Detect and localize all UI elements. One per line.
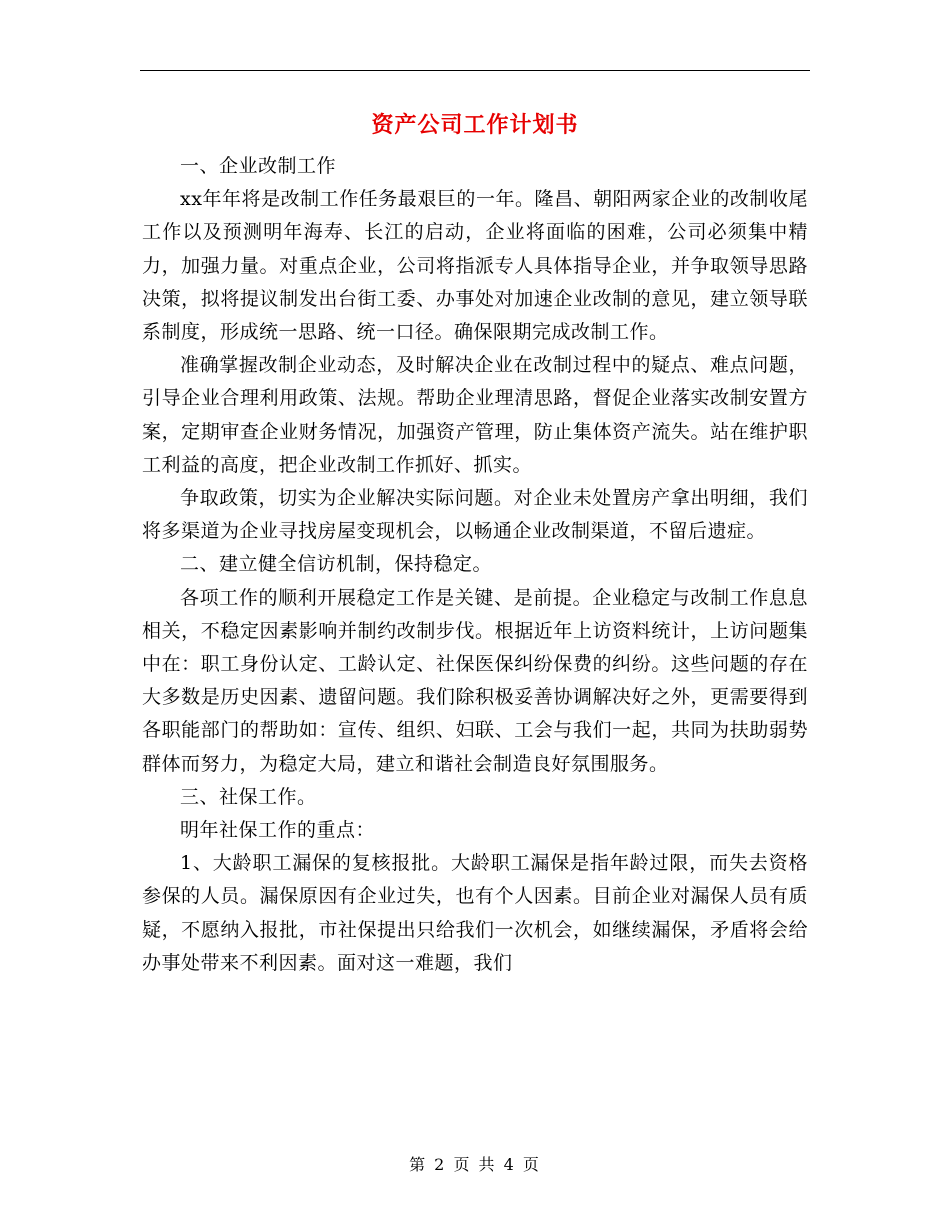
document-title: 资产公司工作计划书 — [371, 112, 579, 138]
section-heading-2: 二、建立健全信访机制，保持稳定。 — [180, 553, 493, 576]
header-rule — [140, 70, 810, 71]
paragraph: 准确掌握改制企业动态，及时解决企业在改制过程中的疑点、难点问题，引导企业合理利用政策、法规。帮助企业理清思路，督促企业落实改制安置方案，定期审查企业财务情况，加强资产管理，防止集体资产流失。站在维护职工利益的高度，把企业改制工作抓好、抓实。 — [142, 354, 808, 476]
paragraph: 各项工作的顺利开展稳定工作是关键、是前提。企业稳定与改制工作息息相关，不稳定因素影响并制约改制步伐。根据近年上访资料统计，上访问题集中在：职工身份认定、工龄认定、社保医保纠纷保费的纠纷。这些问题的存在大多数是历史因素、遗留问题。我们除积极妥善协调解决好之外，更需要得到各职能部门的帮助如：宣传、组织、妇联、工会与我们一起，共同为扶助弱势群体而努力，为稳定大局，建立和谐社会制造良好氛围服务。 — [142, 586, 808, 775]
paragraph: 1、大龄职工漏保的复核报批。大龄职工漏保是指年龄过限，而失去资格参保的人员。漏保原因有企业过失，也有个人因素。目前企业对漏保人员有质疑，不愿纳入报批，市社保提出只给我们一次机会，如继续漏保，矛盾将会给办事处带来不利因素。面对这一难题，我们 — [142, 852, 808, 974]
paragraph: 争取政策，切实为企业解决实际问题。对企业未处置房产拿出明细，我们将多渠道为企业寻找房屋变现机会，以畅通企业改制渠道，不留后遗症。 — [142, 487, 808, 543]
section-heading-1: 一、企业改制工作 — [180, 155, 337, 177]
paragraph: xx年年将是改制工作任务最艰巨的一年。隆昌、朝阳两家企业的改制收尾工作以及预测明年海寿、长江的启动，企业将面临的困难，公司必须集中精力，加强力量。对重点企业，公司将指派专人具体指导企业，并争取领导思路决策，拟将提议制发出台街工委、办事处对加速企业改制的意见，建立领导联系制度，形成统一思路、统一口径。确保限期完成改制工作。 — [142, 188, 808, 344]
page-number-footer: 第 2 页 共 4 页 — [409, 1155, 541, 1174]
paragraph: 明年社保工作的重点： — [180, 819, 376, 842]
document-body — [142, 150, 808, 980]
section-heading-3: 三、社保工作。 — [180, 785, 317, 808]
